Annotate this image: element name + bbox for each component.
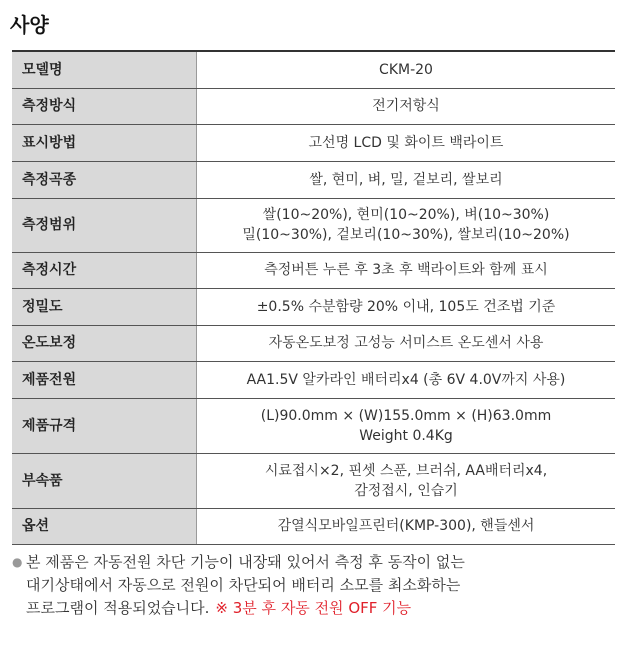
spec-label: 옵션: [12, 508, 197, 544]
table-row: [12, 508, 615, 544]
table-row: [12, 161, 615, 198]
spec-label: 측정곡종: [12, 161, 197, 198]
spec-label: 제품규격: [12, 398, 197, 453]
table-row: [12, 288, 615, 325]
spec-value: ±0.5% 수분함량 20% 이내, 105도 건조법 기준: [197, 288, 616, 325]
table-row: [12, 398, 615, 453]
spec-value: CKM-20: [197, 51, 616, 88]
table-row: [12, 88, 615, 124]
spec-value: 고선명 LCD 및 화이트 백라이트: [197, 124, 616, 161]
spec-value: 자동온도보정 고성능 서미스트 온도센서 사용: [197, 325, 616, 361]
spec-label: 표시방법: [12, 124, 197, 161]
table-row: [12, 453, 615, 508]
page-title: 사양: [10, 13, 49, 37]
spec-value: 전기저항식: [197, 88, 616, 124]
table-row: [12, 325, 615, 361]
table-row: [12, 124, 615, 161]
spec-label: 측정방식: [12, 88, 197, 124]
spec-label: 온도보정: [12, 325, 197, 361]
spec-value: (L)90.0mm × (W)155.0mm × (H)63.0mm Weight 0.4Kg: [197, 398, 616, 453]
table-row: [12, 51, 615, 88]
spec-value: 측정버튼 누른 후 3초 후 백라이트와 함께 표시: [197, 252, 616, 288]
spec-value: AA1.5V 알카라인 배터리x4 (총 6V 4.0V까지 사용): [197, 361, 616, 398]
note-line: 대기상태에서 자동으로 전원이 차단되어 배터리 소모를 최소화하는: [26, 576, 461, 594]
spec-value: 쌀(10~20%), 현미(10~20%), 벼(10~30%) 밀(10~30%), 겉보리(10~30%), 쌀보리(10~20%): [197, 198, 616, 252]
spec-value: 쌀, 현미, 벼, 밀, 겉보리, 쌀보리: [197, 161, 616, 198]
spec-label: 정밀도: [12, 288, 197, 325]
auto-power-off-note: [12, 551, 612, 620]
table-row: [12, 252, 615, 288]
note-highlight: ※ 3분 후 자동 전원 OFF 기능: [215, 599, 412, 617]
spec-table: [12, 50, 615, 545]
spec-label: 측정시간: [12, 252, 197, 288]
spec-label: 모델명: [12, 51, 197, 88]
table-row: [12, 361, 615, 398]
note-line: 프로그램이 적용되었습니다. ※ 3분 후 자동 전원 OFF 기능: [26, 599, 412, 617]
note-line: 본 제품은 자동전원 차단 기능이 내장돼 있어서 측정 후 동작이 없는: [26, 553, 465, 571]
table-row: [12, 198, 615, 252]
spec-value: 감열식모바일프린터(KMP-300), 핸들센서: [197, 508, 616, 544]
spec-value: 시료접시×2, 핀셋 스푼, 브러쉬, AA배터리x4, 감정접시, 인습기: [197, 453, 616, 508]
spec-label: 부속품: [12, 453, 197, 508]
spec-label: 제품전원: [12, 361, 197, 398]
bullet-icon: ●: [12, 555, 23, 569]
spec-label: 측정범위: [12, 198, 197, 252]
